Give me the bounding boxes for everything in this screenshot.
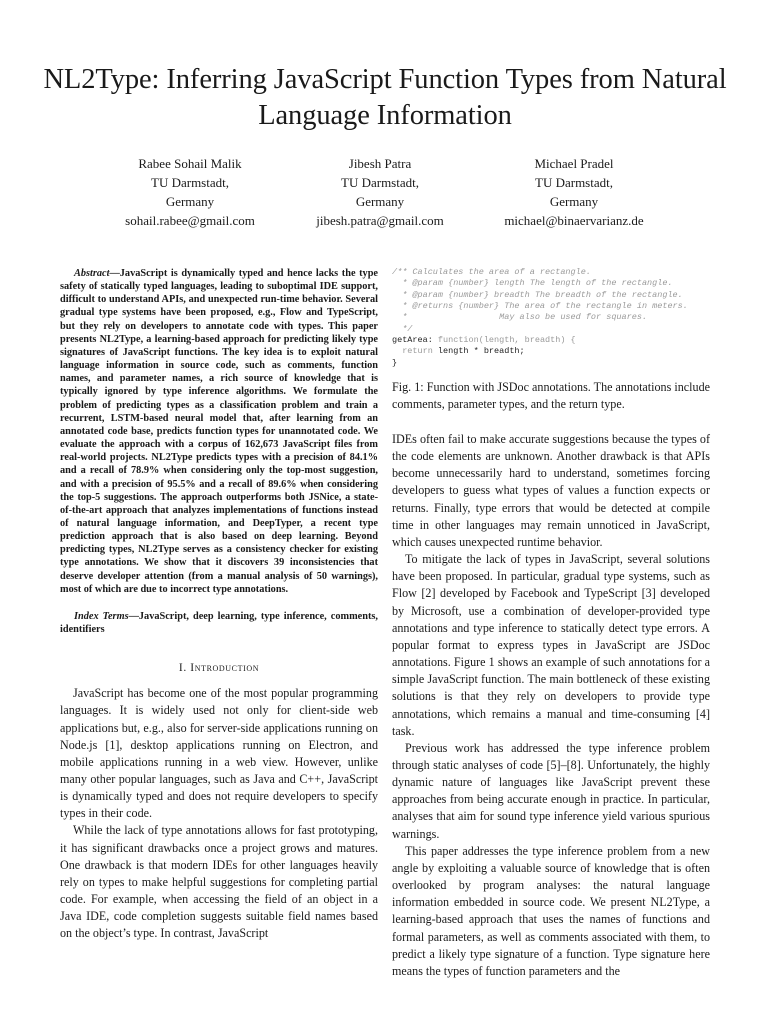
author-block xyxy=(459,154,689,230)
author-country: Germany xyxy=(549,194,599,209)
author-email: michael@binaervarianz.de xyxy=(504,213,644,228)
code-keyword: return xyxy=(392,346,433,357)
left-column xyxy=(60,267,378,943)
author-email: sohail.rabee@gmail.com xyxy=(125,213,255,228)
body-paragraph: To mitigate the lack of types in JavaScript, several solutions have been proposed. In particular, gradual type systems, such as Flow [2] developed by Facebook and TypeScript [3] developed by Microsoft, use a combination of developer-provided type annotations and type inference to statically detect type errors. A popular format to express types in JavaScript are JSDoc annotations. Figure 1 shows an example of such annotations for a simple JavaScript function. The main bottleneck of these existing solutions is that they rely on developers to provide type annotations, which remains a manual and time-consuming [4] task. xyxy=(392,552,710,738)
body-paragraph: JavaScript has become one of the most popular programming languages. It is widely used not only for client-side web applications but, e.g., also for server-side applications running on Node.js [1], desktop applications running on Electron, and mobile applications running in a web view. However, unlike many other popular languages, such as Java and C++, JavaScript is dynamically typed and does not require developers to specify types in their code. xyxy=(60,686,378,821)
abstract-label: Abstract xyxy=(74,268,110,279)
index-terms-text: —JavaScript, deep learning, type inference, comments, identifiers xyxy=(60,610,378,636)
code-comment-line: * May also be used for squares. xyxy=(392,312,648,323)
body-paragraph: IDEs often fail to make accurate suggestions because the types of the code elements are unknown. Another drawback is that APIs become unnecessarily hard to understand, sometimes forcing developers to guess what types of values a function expects or returns. Finally, type errors that would be detected at compile time in other languages may remain unnoticed in JavaScript, which causes unexpected runtime behavior. xyxy=(392,432,710,549)
author-name: Rabee Sohail Malik xyxy=(138,156,242,171)
abstract xyxy=(60,267,378,596)
author-affiliation: TU Darmstadt, xyxy=(151,175,229,190)
body-paragraph: Previous work has addressed the type inference problem through static analyses of code [5]–[8]. Unfortunately, the highly dynamic nature of languages like JavaScript prevent these approaches from being accurate enough in practice. In particular, analyses that aim for sound type inference yield various spurious warnings. xyxy=(392,740,710,841)
code-comment-line: * @param {number} length The length of the rectangle. xyxy=(392,278,673,289)
author-country: Germany xyxy=(355,194,405,209)
body-paragraph: This paper addresses the type inference problem from a new angle by exploiting a valuable source of knowledge that is often overlooked by program analyses: the natural language information embedded in source code. We present NL2Type, a learning-based approach that uses the names of functions and formal parameters, as well as comments associated with them, to predict a likely type signature of a function. Type signature here means the types of function parameters and the xyxy=(392,843,710,978)
author-affiliation: TU Darmstadt, xyxy=(341,175,419,190)
figure-caption: Fig. 1: Function with JSDoc annotations. The annotations include comments, parameter types, and the return type. xyxy=(392,380,710,412)
code-listing xyxy=(392,267,710,369)
code-comment-line: * @param {number} breadth The breadth of the rectangle. xyxy=(392,289,683,300)
code-function-name: getArea: xyxy=(392,335,438,346)
code-comment-line: */ xyxy=(392,323,413,334)
code-keyword: function(length, breadth) { xyxy=(437,335,576,346)
section-number: I. xyxy=(178,662,191,675)
right-column-body xyxy=(392,431,710,980)
section-heading xyxy=(60,662,378,674)
author-name: Jibesh Patra xyxy=(348,156,412,171)
index-terms xyxy=(60,610,378,636)
author-country: Germany xyxy=(165,194,215,209)
code-expression: length * breadth; xyxy=(432,346,525,357)
author-email: jibesh.patra@gmail.com xyxy=(316,213,444,228)
figure-1 xyxy=(392,267,710,413)
section-title: Introduction xyxy=(190,662,260,675)
body-paragraph: While the lack of type annotations allows for fast prototyping, it has significant drawbacks once a project grows and matures. One drawback is that modern IDEs for other languages heavily rely on types to make helpful suggestions for completing partial code. For example, when accessing the field of an object in a Java IDE, code completion suggests suitable field names based on the object’s type. In contrast, JavaScript xyxy=(60,823,378,941)
abstract-text: —JavaScript is dynamically typed and hence lacks the type safety of statically typed languages, leading to suboptimal IDE support, difficult to understand APIs, and unexpected run-time behavior. Several gradual type systems have been proposed, e.g., Flow and TypeScript, but they rely on developers to annotate code with types. This paper presents NL2Type, a learning-based approach for predicting likely type signatures of JavaScript functions. The key idea is to exploit natural language information in source code, such as comments, function names, and parameter names, a rich source of knowledge that is typically ignored by type inference algorithms. We formulate the problem of predicting types as a classification problem and train a recurrent, LSTM-based neural model that, after learning from an annotated code base, predicts function types for unannotated code. We evaluate the approach with a corpus of 162,673 JavaScript files from real-world projects. NL2Type predicts types with a precision of 84.1% and a recall of 78.9% when considering only the top-most suggestion, and with a precision of 95.5% and a recall of 89.6% when considering the top-5 suggestions. The approach outperforms both JSNice, a state-of-the-art approach that analyzes implementations of functions instead of natural language information, and DeepTyper, a recent type prediction approach that is also based on deep learning. Beyond predicting types, NL2Type serves as a consistency checker for existing type annotations. We show that it discovers 39 inconsistencies that deserve developer attention (from a manual analysis of 50 warnings), most of which are due to incorrect type annotations. xyxy=(60,268,378,595)
code-closing-brace: } xyxy=(392,357,398,368)
author-affiliation: TU Darmstadt, xyxy=(535,175,613,190)
paper-title: NL2Type: Inferring JavaScript Function Types from Natural Language Information xyxy=(43,64,727,131)
code-comment-line: /** Calculates the area of a rectangle. xyxy=(392,267,591,277)
code-comment-line: * @returns {number} The area of the rectangle in meters. xyxy=(392,301,688,312)
index-terms-label: Index Terms xyxy=(74,610,129,622)
author-name: Michael Pradel xyxy=(534,156,614,171)
